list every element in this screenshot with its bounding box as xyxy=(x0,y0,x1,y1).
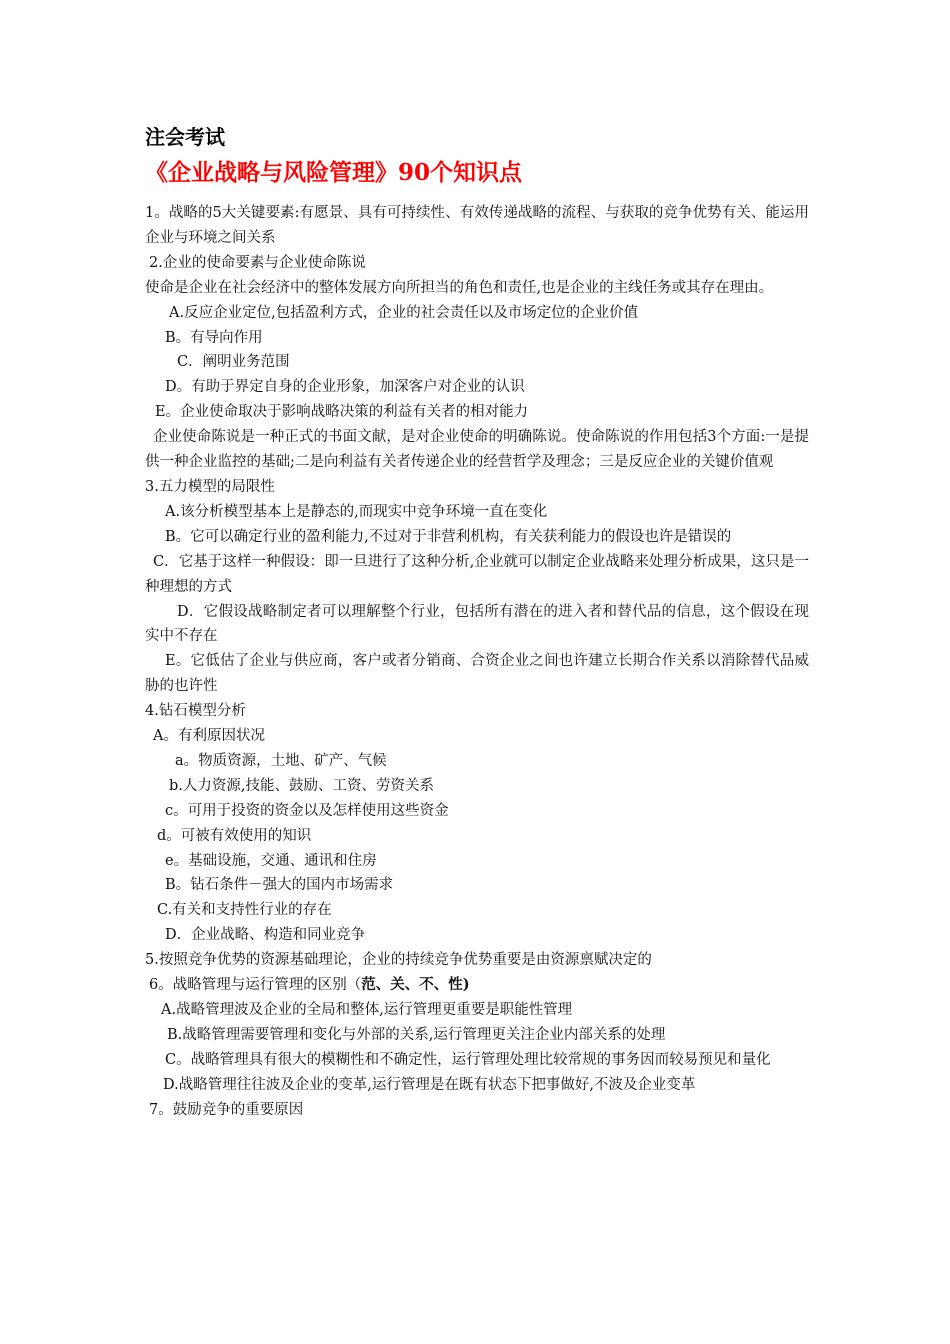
paragraph-text: 5.按照竞争优势的资源基础理论，企业的持续竞争优势重要是由资源禀赋决定的 xyxy=(145,952,652,969)
paragraph-text: E。企业使命取决于影响战略决策的利益有关者的相对能力 xyxy=(155,404,529,421)
paragraph xyxy=(145,350,809,375)
paragraph-text: e。基础设施，交通、通讯和住房 xyxy=(165,852,377,869)
paragraph-text: C．阐明业务范围 xyxy=(177,354,290,371)
paragraph xyxy=(145,1073,809,1098)
paragraph xyxy=(145,375,809,400)
paragraph xyxy=(145,550,809,600)
paragraph-text: B.战略管理需要管理和变化与外部的关系,运行管理更关注企业内部关系的处理 xyxy=(167,1026,666,1043)
paragraph xyxy=(145,774,809,799)
paragraph xyxy=(145,276,809,301)
document-title: 注会考试 xyxy=(145,125,225,149)
paragraph-text: d。可被有效使用的知识 xyxy=(157,827,312,844)
paragraph-text: B。钻石条件－强大的国内市场需求 xyxy=(165,877,394,894)
paragraph xyxy=(145,824,809,849)
paragraph-text: D。有助于界定自身的企业形象，加深客户对企业的认识 xyxy=(165,379,525,396)
paragraph-text: A.战略管理波及企业的全局和整体,运行管理更重要是职能性管理 xyxy=(161,1002,573,1018)
paragraph xyxy=(145,898,809,923)
paragraph-text: 3.五力模型的局限性 xyxy=(145,478,275,495)
paragraph-text: 企业使命陈说是一种正式的书面文献，是对企业使命的明确陈说。使命陈说的作用包括3个方面:一是提供一种企业监控的基础;二是向利益有关者传递企业的经营哲学及理念；三是反应企业的关键价值观 xyxy=(145,429,809,471)
paragraph-text: 6。战略管理与运行管理的区别（ xyxy=(149,977,362,994)
paragraph-text: D.战略管理往往波及企业的变革,运行管理是在既有状态下把事做好,不波及企业变革 xyxy=(163,1076,696,1093)
paragraph xyxy=(145,724,809,749)
document-body xyxy=(145,121,809,1123)
paragraph-list xyxy=(145,201,809,1123)
paragraph-bold-text: 范、关、不、性) xyxy=(361,976,470,994)
paragraph-text: 使命是企业在社会经济中的整体发展方向所担当的角色和责任,也是企业的主线任务或其存在理由。 xyxy=(145,279,774,296)
paragraph xyxy=(145,301,809,326)
paragraph xyxy=(145,749,809,774)
paragraph xyxy=(145,326,809,351)
paragraph xyxy=(145,400,809,425)
paragraph-text: 7。鼓励竞争的重要原因 xyxy=(149,1101,304,1118)
paragraph-text: C.有关和支持性行业的存在 xyxy=(157,902,332,919)
paragraph xyxy=(145,923,809,948)
paragraph-text: B。有导向作用 xyxy=(165,329,263,346)
paragraph xyxy=(145,201,809,251)
paragraph xyxy=(145,649,809,699)
paragraph-text: A。有利原因状况 xyxy=(153,728,265,745)
paragraph-text: a。物质资源，土地、矿产、气候 xyxy=(175,752,387,769)
paragraph-text: 2.企业的使命要素与企业使命陈说 xyxy=(149,254,366,271)
paragraph xyxy=(145,849,809,874)
paragraph-text: A.该分析模型基本上是静态的,而现实中竞争环境一直在变化 xyxy=(165,503,548,520)
paragraph-text: E。它低估了企业与供应商，客户或者分销商、合资企业之间也许建立长期合作关系以消除替代品威胁的也许性 xyxy=(145,653,809,695)
paragraph-text: B。它可以确定行业的盈利能力,不过对于非营利机构，有关获利能力的假设也许是错误的 xyxy=(165,528,732,545)
paragraph xyxy=(145,699,809,724)
document-subtitle: 《企业战略与风险管理》90个知识点 xyxy=(145,159,523,186)
paragraph-text: C．它基于这样一种假设：即一旦进行了这种分析,企业就可以制定企业战略来处理分析成果，这只是一种理想的方式 xyxy=(145,553,809,595)
paragraph xyxy=(145,973,809,998)
paragraph xyxy=(145,948,809,973)
paragraph xyxy=(145,425,809,475)
paragraph xyxy=(145,525,809,550)
paragraph xyxy=(145,1098,809,1123)
paragraph-text: c。可用于投资的资金以及怎样使用这些资金 xyxy=(165,802,449,819)
paragraph xyxy=(145,475,809,500)
paragraph xyxy=(145,600,809,650)
paragraph-text: D．企业战略、构造和同业竞争 xyxy=(165,927,366,944)
paragraph xyxy=(145,500,809,525)
paragraph-text: b.人力资源,技能、鼓励、工资、劳资关系 xyxy=(169,777,434,794)
paragraph xyxy=(145,1023,809,1048)
paragraph-text: C。战略管理具有很大的模糊性和不确定性，运行管理处理比较常规的事务因而较易预见和量化 xyxy=(165,1051,771,1068)
paragraph-text: A.反应企业定位,包括盈利方式，企业的社会责任以及市场定位的企业价值 xyxy=(169,304,639,321)
paragraph xyxy=(145,251,809,276)
paragraph xyxy=(145,1048,809,1073)
paragraph xyxy=(145,799,809,824)
paragraph-text: 1。战略的5大关键要素:有愿景、具有可持续性、有效传递战略的流程、与获取的竞争优势有关、能运用企业与环境之间关系 xyxy=(145,205,809,246)
paragraph-text: 4.钻石模型分析 xyxy=(145,703,246,720)
paragraph-text: D．它假设战略制定者可以理解整个行业，包括所有潜在的进入者和替代品的信息，这个假设在现实中不存在 xyxy=(145,603,809,645)
paragraph xyxy=(145,998,809,1023)
paragraph xyxy=(145,873,809,898)
